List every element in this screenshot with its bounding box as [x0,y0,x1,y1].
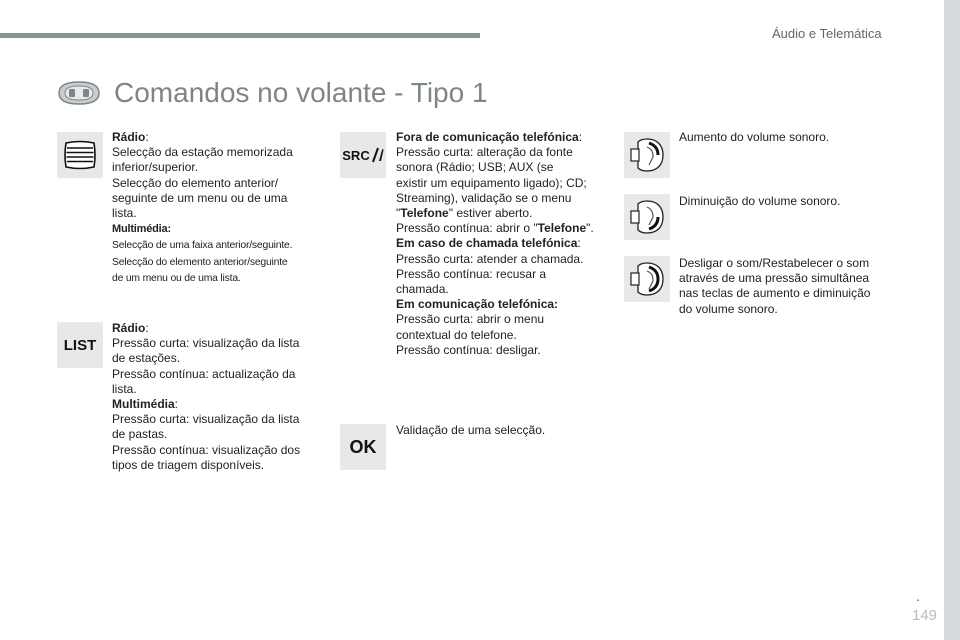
volume-up-button[interactable] [624,132,670,178]
steering-controls-icon [55,80,103,106]
ok-description: Validação de uma selecção. [396,423,546,437]
page-title: Comandos no volante - Tipo 1 [114,77,488,108]
volume-down-icon [627,197,667,237]
volume-up-description: Aumento do volume sonoro. [679,130,830,144]
src-button-label: SRC [342,147,370,163]
radio-wheel-description: Rádio: Selecção da estação memorizada inferior/superior. Selecção do elemento anterior/ seguinte de um menu ou de uma lista. Multimédia: Selecção de uma faixa anterior/seguinte. Selecção do elemento anterior/seguinte de um menu ou de uma lista. [112,130,293,284]
section-tab: Áudio e Telemática [772,26,882,41]
radio-thumbwheel-button[interactable] [57,132,103,178]
mute-button[interactable] [624,256,670,302]
phone-slash-icon [372,147,384,163]
page-edge-strip [944,0,960,640]
volume-up-icon [627,135,667,175]
thumbwheel-icon [63,140,97,170]
list-button-label: LIST [63,336,97,354]
list-description: Rádio: Pressão curta: visualização da lista de estações. Pressão contínua: actualização da lista. Multimédia: Pressão curta: visualização da lista de pastas. Pressão contínua: visualização dos tipos de triagem disponíveis. [112,321,301,472]
mute-icon [627,259,667,299]
ok-button-label: OK [349,436,377,457]
src-button[interactable] [340,132,386,178]
header-rule [0,33,480,38]
volume-down-description: Diminuição do volume sonoro. [679,194,841,208]
ok-button[interactable] [340,424,386,470]
page-dot: . [916,588,920,604]
src-description: Fora de comunicação telefónica: Pressão curta: alteração da fonte sonora (Rádio; USB; AUX (se existir um equipamento ligado); CD; Streaming), validação se o menu "Telefone" estiver aberto. Pressão contínua: abrir o "Telefone". Em caso de chamada telefónica: Pressão curta: atender a chamada. Pressão contínua: recusar a chamada. Em comunicação telefónica: Pressão curta: abrir o menu contextual do telefone. Pressão contínua: desligar. [396,130,594,357]
volume-down-button[interactable] [624,194,670,240]
page-number: 149 [912,607,938,624]
list-button[interactable] [57,322,103,368]
mute-description: Desligar o som/Restabelecer o som através de uma pressão simultânea nas teclas de aumento e diminuição do volume sonoro. [679,256,871,316]
